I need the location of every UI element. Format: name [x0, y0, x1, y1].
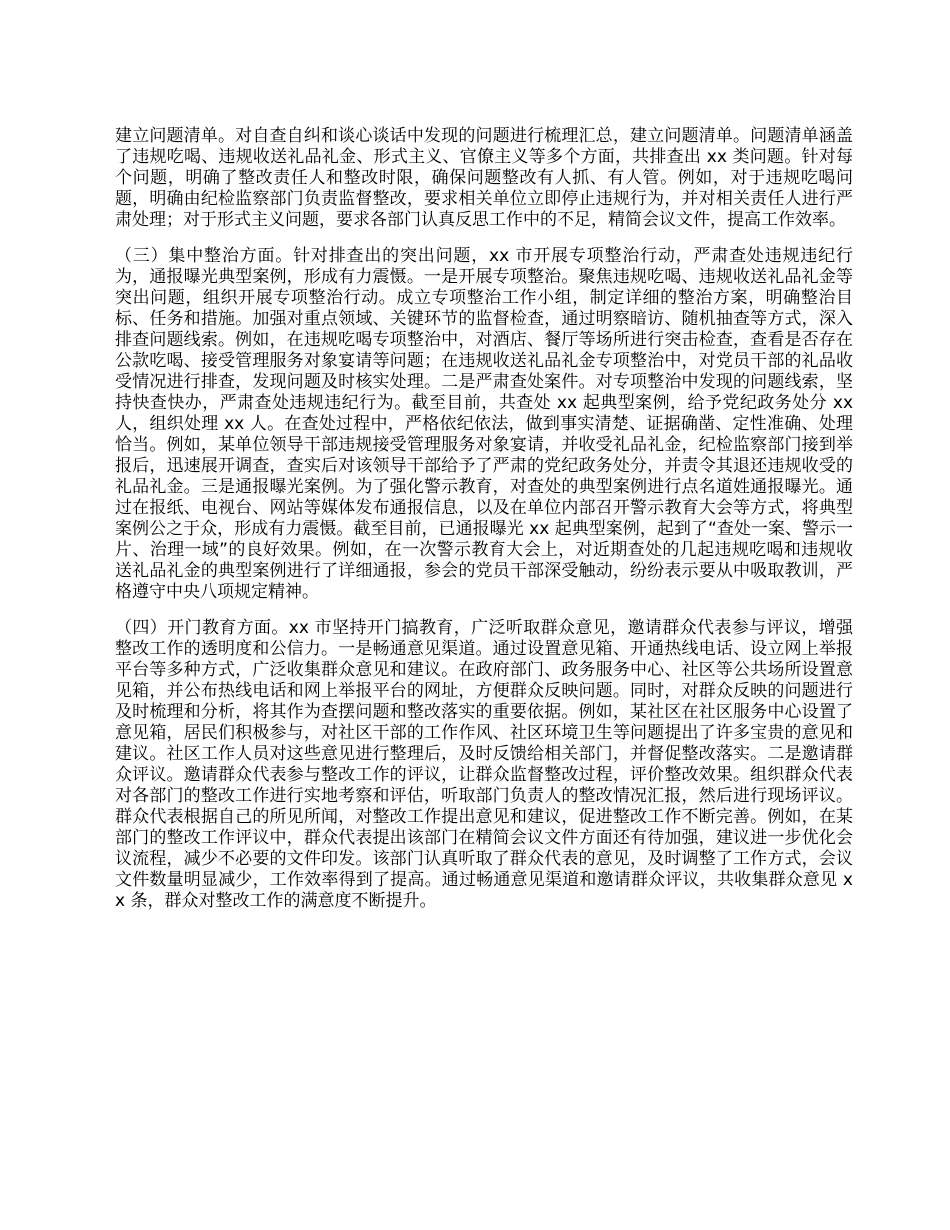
paragraph-open-education: （四）开门教育方面。xx 市坚持开门搞教育，广泛听取群众意见，邀请群众代表参与评议，增强整改工作的透明度和公信力。一是畅通意见渠道。通过设置意见箱、开通热线电话、设立网上举报平台等多种方式，广泛收集群众意见和建议。在政府部门、政务服务中心、社区等公共场所设置意见箱，并公布热线电话和网上举报平台的网址，方便群众反映问题。同时，对群众反映的问题进行及时梳理和分析，将其作为查摆问题和整改落实的重要依据。例如，某社区在社区服务中心设置了意见箱，居民们积极参与，对社区干部的工作作风、社区环境卫生等问题提出了许多宝贵的意见和建议。社区工作人员对这些意见进行整理后，及时反馈给相关部门，并督促整改落实。二是邀请群众评议。邀请群众代表参与整改工作的评议，让群众监督整改过程，评价整改效果。组织群众代表对各部门的整改工作进行实地考察和评估，听取部门负责人的整改情况汇报，然后进行现场评议。群众代表根据自己的所见所闻，对整改工作提出意见和建议，促进整改工作不断完善。例如，在某部门的整改工作评议中，群众代表提出该部门在精简会议文件方面还有待加强，建议进一步优化会议流程，减少不必要的文件印发。该部门认真听取了群众代表的意见，及时调整了工作方式，会议文件数量明显减少，工作效率得到了提高。通过畅通意见渠道和邀请群众评议，共收集群众意见 xx 条，群众对整改工作的满意度不断提升。 — [115, 618, 853, 911]
paragraph-problem-list: 建立问题清单。对自查自纠和谈心谈话中发现的问题进行梳理汇总，建立问题清单。问题清单涵盖了违规吃喝、违规收送礼品礼金、形式主义、官僚主义等多个方面，共排查出 xx 类问题。针对每个问题，明确了整改责任人和整改时限，确保问题整改有人抓、有人管。例如，对于违规吃喝问题，明确由纪检监察部门负责监督整改，要求相关单位立即停止违规行为，并对相关责任人进行严肃处理；对于形式主义问题，要求各部门认真反思工作中的不足，精简会议文件，提高工作效率。 — [115, 126, 853, 230]
document-page — [115, 126, 853, 927]
paragraph-centralized-rectification: （三）集中整治方面。针对排查出的突出问题，xx 市开展专项整治行动，严肃查处违规违纪行为，通报曝光典型案例，形成有力震慑。一是开展专项整治。聚焦违规吃喝、违规收送礼品礼金等突出问题，组织开展专项整治行动。成立专项整治工作小组，制定详细的整治方案，明确整治目标、任务和措施。加强对重点领域、关键环节的监督检查，通过明察暗访、随机抽查等方式，深入排查问题线索。例如，在违规吃喝专项整治中，对酒店、餐厅等场所进行突击检查，查看是否存在公款吃喝、接受管理服务对象宴请等问题；在违规收送礼品礼金专项整治中，对党员干部的礼品收受情况进行排查，发现问题及时核实处理。二是严肃查处案件。对专项整治中发现的问题线索，坚持快查快办，严肃查处违规违纪行为。截至目前，共查处 xx 起典型案例，给予党纪政务处分 xx 人，组织处理 xx 人。在查处过程中，严格依纪依法，做到事实清楚、证据确凿、定性准确、处理恰当。例如，某单位领导干部违规接受管理服务对象宴请，并收受礼品礼金，纪检监察部门接到举报后，迅速展开调查，查实后对该领导干部给予了严肃的党纪政务处分，并责令其退还违规收受的礼品礼金。三是通报曝光案例。为了强化警示教育，对查处的典型案例进行点名道姓通报曝光。通过在报纸、电视台、网站等媒体发布通报信息，以及在单位内部召开警示教育大会等方式，将典型案例公之于众，形成有力震慑。截至目前，已通报曝光 xx 起典型案例，起到了“查处一案、警示一片、治理一域”的良好效果。例如，在一次警示教育大会上，对近期查处的几起违规吃喝和违规收送礼品礼金的典型案例进行了详细通报，参会的党员干部深受触动，纷纷表示要从中吸取教训，严格遵守中央八项规定精神。 — [115, 246, 853, 602]
